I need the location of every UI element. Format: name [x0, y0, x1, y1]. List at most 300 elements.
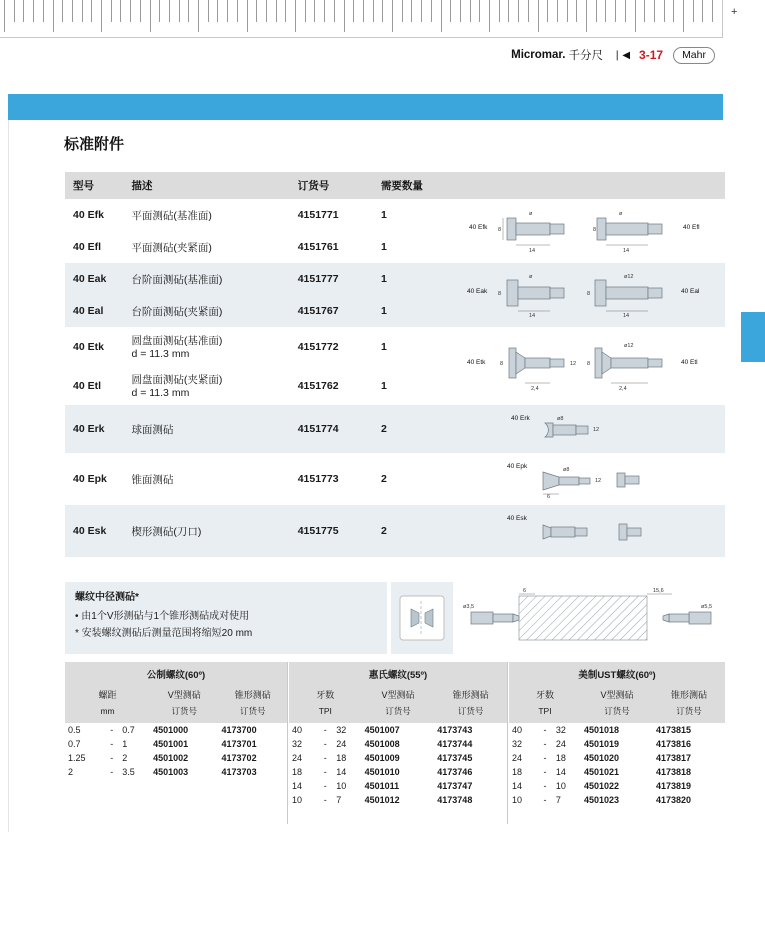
cell-tpi-to: 7 [553, 793, 581, 807]
ruler-tick [470, 0, 471, 22]
subheader-pitch-metric: 螺距 [65, 686, 150, 703]
cell-dash: - [537, 751, 553, 765]
cell-tpi-to: 10 [333, 779, 361, 793]
cell-order-v: 4501010 [362, 765, 435, 779]
subheader-order-c-ust: 订货号 [653, 703, 725, 723]
cell-quantity: 1 [373, 231, 459, 263]
cell-model: 40 Esk [65, 505, 123, 557]
cell-description-line1: 圆盘面测砧(夹紧面) [131, 374, 223, 386]
cell-order-cone: 4173820 [653, 793, 725, 807]
thread-table-whitworth [289, 662, 507, 807]
cell-quantity: 2 [373, 453, 459, 505]
cell-tpi-to: 7 [333, 793, 361, 807]
ruler-tick [702, 0, 703, 22]
cell-order-v: 4501022 [581, 779, 653, 793]
cell-description [123, 327, 289, 366]
cell-tpi-to: 14 [333, 765, 361, 779]
cell-dash: - [317, 779, 333, 793]
table-row [509, 737, 725, 751]
cell-tpi-from: 32 [509, 737, 537, 751]
note-title: 螺纹中径测砧* [75, 592, 139, 603]
section-blue-band [8, 94, 723, 120]
ruler-tick [586, 0, 587, 32]
cell-order-no: 4151771 [290, 199, 373, 231]
cell-dash: - [537, 765, 553, 779]
accessory-table [65, 172, 725, 557]
ruler-tick [538, 0, 539, 32]
ruler-tick [305, 0, 306, 22]
cell-description-line2: d = 11.3 mm [131, 387, 190, 399]
ruler-tick [411, 0, 412, 22]
table-row [65, 453, 725, 505]
cell-tpi-from: 18 [289, 765, 317, 779]
ruler-tick [392, 0, 393, 32]
subheader-order-v-metric: 订货号 [150, 703, 218, 723]
ruler-tick [673, 0, 674, 22]
ruler-tick [62, 0, 63, 22]
ruler-tick [441, 0, 442, 32]
cell-order-v: 4501019 [581, 737, 653, 751]
crop-plus-icon: + [731, 6, 738, 18]
ruler-tick [450, 0, 451, 22]
cell-description: 台阶面测砧(基准面) [123, 263, 289, 295]
ruler-tick [188, 0, 189, 22]
ruler-tick [683, 0, 684, 32]
svg-text:14: 14 [528, 313, 536, 319]
svg-text:8: 8 [586, 361, 591, 367]
ruler-tick [499, 0, 500, 22]
cell-pitch-to: 3.5 [119, 765, 150, 779]
figure-label-left: 40 Epk [506, 463, 528, 470]
thread-table-metric [65, 662, 287, 779]
cell-order-cone: 4173819 [653, 779, 725, 793]
subheader-order-c-metric: 订货号 [219, 703, 287, 723]
svg-text:14: 14 [622, 248, 630, 254]
subheader-unit-whitworth: TPI [289, 703, 362, 723]
cell-dash: - [317, 765, 333, 779]
content-card [8, 120, 723, 832]
ruler-tick [654, 0, 655, 22]
svg-text:8: 8 [497, 227, 502, 233]
table-row [289, 779, 507, 793]
subheader-cone-anvil-metric: 锥形测砧 [219, 686, 287, 703]
cell-tpi-from: 18 [509, 765, 537, 779]
cell-quantity: 1 [373, 295, 459, 327]
table-row [289, 723, 507, 737]
header-brand: Micromar. [511, 49, 566, 61]
svg-text:ø3,5: ø3,5 [463, 604, 475, 610]
svg-text:12: 12 [592, 427, 600, 433]
col-header-description: 描述 [123, 172, 289, 199]
table-row [65, 505, 725, 557]
cell-pitch-to: 2 [119, 751, 150, 765]
cell-dash: - [317, 723, 333, 737]
cell-description: 平面测砧(基准面) [123, 199, 289, 231]
ruler-tick [227, 0, 228, 22]
col-header-order-no: 订货号 [290, 172, 373, 199]
side-index-tab [741, 312, 765, 362]
figure-ball-anvil-drawing [467, 411, 717, 447]
cell-dash: - [104, 765, 119, 779]
ruler-tick [382, 0, 383, 22]
cell-order-no: 4151773 [290, 453, 373, 505]
cell-dash: - [104, 723, 119, 737]
cell-order-v: 4501003 [150, 765, 218, 779]
cell-quantity: 1 [373, 327, 459, 366]
figure-step-anvils-drawing [467, 269, 717, 321]
ruler-tick [91, 0, 92, 22]
ruler-tick [518, 0, 519, 22]
table-row [65, 765, 287, 779]
table-row [289, 793, 507, 807]
subheader-tpi-whitworth: 牙数 [289, 686, 362, 703]
svg-text:8: 8 [499, 361, 504, 367]
cell-order-cone: 4173817 [653, 751, 725, 765]
figure-disc-anvils-drawing [467, 338, 717, 394]
ruler-tick [324, 0, 325, 22]
svg-text:ø: ø [528, 211, 533, 217]
cell-description: 锥面测砧 [123, 453, 289, 505]
cell-tpi-from: 32 [289, 737, 317, 751]
cell-model: 40 Erk [65, 405, 123, 453]
cell-tpi-from: 10 [509, 793, 537, 807]
figure-cone-anvil-drawing [467, 459, 717, 499]
cell-dash: - [104, 737, 119, 751]
ruler-tick [625, 0, 626, 22]
cell-quantity: 1 [373, 366, 459, 405]
cell-order-v: 4501011 [362, 779, 435, 793]
cell-figure-disc-anvils [459, 327, 725, 405]
ruler-tick [53, 0, 54, 32]
cell-dash: - [537, 779, 553, 793]
cell-order-v: 4501002 [150, 751, 218, 765]
table-row [289, 765, 507, 779]
table-divider-2 [507, 662, 508, 824]
cell-order-v: 4501000 [150, 723, 218, 737]
cell-description-line1: 圆盘面测砧(基准面) [131, 335, 223, 347]
figure-wedge-anvil-drawing [467, 511, 717, 551]
cell-model: 40 Etl [65, 366, 123, 405]
svg-text:ø8: ø8 [556, 416, 564, 422]
top-ruler [0, 0, 723, 38]
cell-pitch-from: 1.25 [65, 751, 104, 765]
note-line-1: • 由1个V形测砧与1个锥形测砧成对使用 [75, 611, 250, 622]
subheader-v-anvil-whitworth: V型测砧 [362, 686, 435, 703]
cell-order-cone: 4173701 [219, 737, 287, 751]
thread-anvil-icon-box [391, 582, 453, 654]
cell-pitch-to: 1 [119, 737, 150, 751]
subheader-v-anvil-metric: V型测砧 [150, 686, 218, 703]
cell-model: 40 Efl [65, 231, 123, 263]
table-row [289, 737, 507, 751]
ruler-tick [14, 0, 15, 22]
svg-text:ø8: ø8 [562, 467, 570, 473]
svg-text:ø12: ø12 [623, 274, 634, 280]
ruler-tick [353, 0, 354, 22]
thread-measurement-diagram [457, 582, 725, 654]
ruler-tick [179, 0, 180, 22]
table-row [509, 779, 725, 793]
cell-dash: - [317, 793, 333, 807]
subheader-tpi-ust: 牙数 [509, 686, 581, 703]
svg-text:15,6: 15,6 [653, 588, 664, 594]
ruler-tick [120, 0, 121, 22]
cell-tpi-from: 40 [289, 723, 317, 737]
cell-order-cone: 4173816 [653, 737, 725, 751]
ruler-tick [508, 0, 509, 22]
subheader-unit-metric: mm [65, 703, 150, 723]
cell-figure-wedge-anvil [459, 505, 725, 557]
subheader-order-v-ust: 订货号 [581, 703, 653, 723]
cell-order-cone: 4173747 [434, 779, 507, 793]
col-header-model: 型号 [65, 172, 123, 199]
table-row [65, 737, 287, 751]
cell-description: 球面测砧 [123, 405, 289, 453]
cell-quantity: 2 [373, 405, 459, 453]
ruler-tick [479, 0, 480, 22]
cell-description: 台阶面测砧(夹紧面) [123, 295, 289, 327]
figure-label-left: 40 Esk [506, 515, 527, 522]
ruler-tick [82, 0, 83, 22]
svg-text:ø: ø [528, 274, 533, 280]
cell-order-cone: 4173748 [434, 793, 507, 807]
ruler-tick [635, 0, 636, 32]
cell-order-no: 4151761 [290, 231, 373, 263]
cell-order-cone: 4173815 [653, 723, 725, 737]
cell-figure-ball-anvil [459, 405, 725, 453]
cell-dash: - [317, 751, 333, 765]
ruler-tick [567, 0, 568, 22]
cell-tpi-from: 14 [509, 779, 537, 793]
ruler-tick [33, 0, 34, 22]
ruler-tick [130, 0, 131, 22]
svg-text:8: 8 [586, 291, 591, 297]
cell-order-no: 4151775 [290, 505, 373, 557]
page-header [0, 38, 723, 72]
ruler-tick [314, 0, 315, 22]
ruler-tick [334, 0, 335, 22]
table-row [65, 263, 725, 295]
table-header-row [65, 172, 725, 199]
ruler-tick [344, 0, 345, 32]
cell-order-cone: 4173743 [434, 723, 507, 737]
cell-order-v: 4501012 [362, 793, 435, 807]
cell-order-v: 4501020 [581, 751, 653, 765]
table-row [509, 765, 725, 779]
table-row [65, 723, 287, 737]
cell-figure-flat-anvils [459, 199, 725, 263]
cell-quantity: 1 [373, 263, 459, 295]
ruler-tick [276, 0, 277, 22]
cell-dash: - [317, 737, 333, 751]
ruler-tick [557, 0, 558, 22]
cell-dash: - [104, 751, 119, 765]
ruler-tick [576, 0, 577, 22]
cell-order-cone: 4173702 [219, 751, 287, 765]
figure-label-left: 40 Efk [468, 224, 488, 231]
subheader-cone-anvil-ust: 锥形测砧 [653, 686, 725, 703]
subheader-unit-ust: TPI [509, 703, 581, 723]
cell-description [123, 366, 289, 405]
cell-order-v: 4501001 [150, 737, 218, 751]
cell-description: 楔形测砧(刀口) [123, 505, 289, 557]
svg-text:12: 12 [594, 478, 602, 484]
subheader-v-anvil-ust: V型测砧 [581, 686, 653, 703]
ruler-tick [644, 0, 645, 22]
cell-order-v: 4501009 [362, 751, 435, 765]
cell-description: 平面测砧(夹紧面) [123, 231, 289, 263]
cell-model: 40 Epk [65, 453, 123, 505]
group-header-metric: 公制螺纹(60º) [65, 662, 287, 686]
cell-tpi-from: 24 [509, 751, 537, 765]
ruler-tick [150, 0, 151, 32]
cell-order-no: 4151777 [290, 263, 373, 295]
ruler-tick [101, 0, 102, 32]
cell-figure-cone-anvil [459, 453, 725, 505]
ruler-tick [421, 0, 422, 22]
cell-order-cone: 4173746 [434, 765, 507, 779]
ruler-tick [693, 0, 694, 22]
ruler-tick [111, 0, 112, 22]
ruler-tick [208, 0, 209, 22]
ruler-tick [237, 0, 238, 22]
ruler-tick [217, 0, 218, 22]
subheader-order-c-whitworth: 订货号 [434, 703, 507, 723]
ruler-tick [615, 0, 616, 22]
ruler-tick [431, 0, 432, 22]
ruler-tick [43, 0, 44, 22]
cell-order-v: 4501023 [581, 793, 653, 807]
table-row [509, 793, 725, 807]
cell-tpi-from: 40 [509, 723, 537, 737]
cell-pitch-to: 0.7 [119, 723, 150, 737]
cell-order-no: 4151767 [290, 295, 373, 327]
svg-text:6: 6 [523, 588, 527, 594]
cell-figure-step-anvils [459, 263, 725, 327]
table-row [65, 751, 287, 765]
cell-order-cone: 4173818 [653, 765, 725, 779]
cell-order-v: 4501008 [362, 737, 435, 751]
cell-order-no: 4151762 [290, 366, 373, 405]
ruler-tick [266, 0, 267, 22]
svg-text:2,4: 2,4 [618, 386, 627, 392]
page-title: 标准附件 [64, 136, 125, 153]
cell-order-v: 4501021 [581, 765, 653, 779]
figure-label-right: 40 Etl [680, 359, 698, 366]
svg-text:ø: ø [618, 211, 623, 217]
cell-tpi-to: 18 [333, 751, 361, 765]
svg-text:ø5,5: ø5,5 [701, 604, 713, 610]
cell-order-no: 4151774 [290, 405, 373, 453]
thread-table-ust [509, 662, 725, 807]
cell-pitch-from: 0.5 [65, 723, 104, 737]
cell-model: 40 Eal [65, 295, 123, 327]
thread-anvil-note [65, 582, 387, 654]
cell-tpi-to: 14 [553, 765, 581, 779]
cell-order-cone: 4173745 [434, 751, 507, 765]
ruler-tick [256, 0, 257, 22]
table-row [509, 751, 725, 765]
ruler-tick [712, 0, 713, 22]
cell-pitch-from: 0.7 [65, 737, 104, 751]
col-header-quantity: 需要数量 [373, 172, 459, 199]
cell-tpi-to: 18 [553, 751, 581, 765]
ruler-tick [23, 0, 24, 22]
ruler-tick [664, 0, 665, 22]
thread-tables [65, 662, 725, 824]
ruler-tick [363, 0, 364, 22]
ruler-tick [169, 0, 170, 22]
svg-text:14: 14 [622, 313, 630, 319]
ruler-tick [285, 0, 286, 22]
ruler-tick [402, 0, 403, 22]
cell-order-cone: 4173700 [219, 723, 287, 737]
table-row [65, 327, 725, 366]
svg-text:14: 14 [528, 248, 536, 254]
figure-label-left: 40 Etk [466, 359, 486, 366]
ruler-tick [4, 0, 5, 32]
cell-order-no: 4151772 [290, 327, 373, 366]
svg-text:2,4: 2,4 [530, 386, 539, 392]
table-row [509, 723, 725, 737]
cell-tpi-to: 32 [553, 723, 581, 737]
table-divider-1 [287, 662, 288, 824]
figure-label-left: 40 Erk [510, 415, 530, 422]
cell-tpi-to: 24 [333, 737, 361, 751]
ruler-tick [198, 0, 199, 32]
cell-dash: - [537, 723, 553, 737]
cell-order-cone: 4173744 [434, 737, 507, 751]
header-nav-arrow-icon: ❘◀ [612, 49, 632, 61]
ruler-tick [596, 0, 597, 22]
figure-label-right: 40 Efl [682, 224, 700, 231]
svg-text:12: 12 [569, 361, 577, 367]
note-line-2: * 安装螺纹测砧后测量范围将缩短20 mm [75, 628, 253, 639]
cell-tpi-to: 32 [333, 723, 361, 737]
thread-anvil-pair-icon [399, 595, 445, 641]
subheader-order-v-whitworth: 订货号 [362, 703, 435, 723]
svg-text:ø12: ø12 [623, 343, 634, 349]
cell-tpi-from: 10 [289, 793, 317, 807]
cell-tpi-from: 14 [289, 779, 317, 793]
ruler-tick [605, 0, 606, 22]
cell-order-v: 4501007 [362, 723, 435, 737]
cell-pitch-from: 2 [65, 765, 104, 779]
cell-model: 40 Etk [65, 327, 123, 366]
page-number: 3-17 [639, 48, 664, 62]
subheader-cone-anvil-whitworth: 锥形测砧 [434, 686, 507, 703]
ruler-tick [159, 0, 160, 22]
figure-flat-anvils-drawing [467, 205, 717, 257]
cell-tpi-to: 10 [553, 779, 581, 793]
table-row [289, 751, 507, 765]
cell-model: 40 Eak [65, 263, 123, 295]
ruler-tick [460, 0, 461, 22]
ruler-tick [295, 0, 296, 32]
col-header-figure [459, 172, 725, 199]
svg-text:8: 8 [497, 291, 502, 297]
group-header-whitworth: 惠氏螺纹(55º) [289, 662, 507, 686]
cell-description-line2: d = 11.3 mm [131, 348, 190, 360]
ruler-tick [528, 0, 529, 22]
table-row [65, 199, 725, 231]
ruler-tick [72, 0, 73, 22]
cell-dash: - [537, 737, 553, 751]
cell-dash: - [537, 793, 553, 807]
cell-order-v: 4501018 [581, 723, 653, 737]
ruler-tick [247, 0, 248, 32]
svg-text:6: 6 [546, 494, 551, 499]
